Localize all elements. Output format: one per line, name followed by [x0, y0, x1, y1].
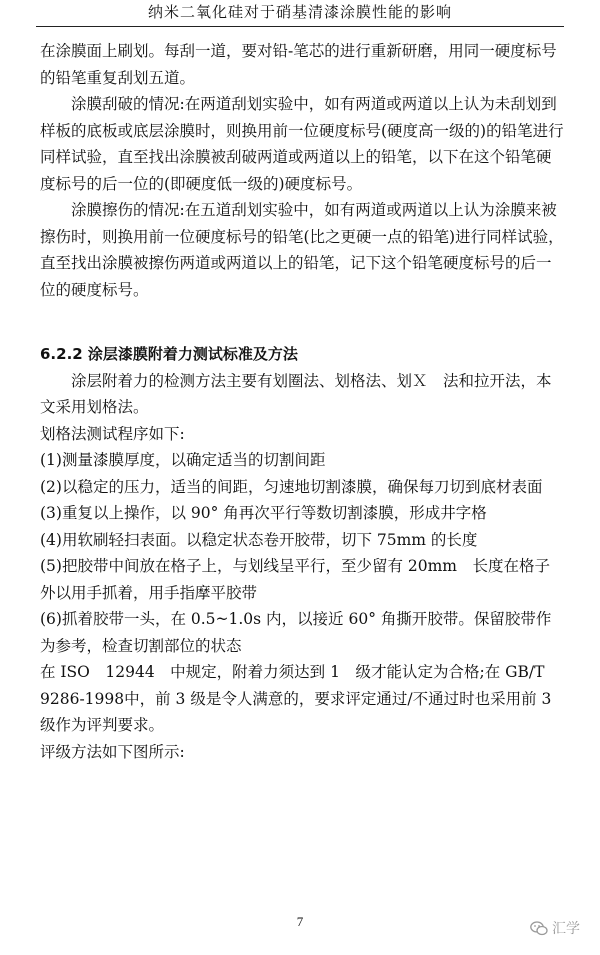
paragraph: (3)重复以上操作，以 90° 角再次平行等数切割漆膜，形成井字格 — [40, 504, 487, 522]
document-body — [40, 38, 583, 765]
page-header — [36, 0, 564, 27]
paragraph: (4)用软刷轻扫表面。以稳定状态卷开胶带，切下 75mm 的长度 — [40, 530, 478, 549]
paragraph: (2)以稳定的压力，适当的间距，匀速地切割漆膜，确保每刀切到底材表面 — [40, 477, 543, 496]
section-heading: 6.2.2 涂层漆膜附着力测试标准及方法 — [40, 345, 298, 363]
watermark-text: 汇学 — [552, 921, 580, 937]
paragraph: (6)抓着胶带一头，在 0.5~1.0s 内，以接近 60° 角撕开胶带。保留胶带作为参考，检查切割部位的状态 — [40, 610, 552, 655]
watermark — [530, 918, 580, 938]
paragraphs-bottom — [40, 368, 583, 766]
paragraphs-top — [40, 38, 565, 303]
paragraph: 涂膜刮破的情况:在两道刮划实验中，如有两道或两道以上认为未刮划到样板的底板或底层涂膜时，则换用前一位硬度标号(硬度高一级的)的铅笔进行同样试验，直至找出涂膜被刮破两道或两道以上的铅笔，以下在这个铅笔硬度标号的后一位的(即硬度低一级的)硬度标号。 — [40, 95, 564, 193]
wechat-icon — [530, 921, 548, 936]
paragraph: 在 ISO 12944 中规定，附着力须达到 1 级才能认定为合格;在 GB/T 9286-1998中，前 3 级是令人满意的，要求评定通过/不通过时也采用前 3 级作为评判要求。 — [40, 663, 583, 734]
paragraph: 涂膜擦伤的情况:在五道刮划实验中，如有两道或两道以上认为涂膜来被擦伤时，则换用前一位硬度标号的铅笔(比之更硬一点的铅笔)进行同样试验，直至找出涂膜被擦伤两道或两道以上的铅笔，记下这个铅笔硬度标号的后一位的硬度标号。 — [40, 201, 564, 299]
paragraph: 评级方法如下图所示: — [40, 742, 185, 761]
page-number: 7 — [296, 914, 304, 929]
paragraph: (5)把胶带中间放在格子上，与划线呈平行，至少留有 20mm 长度在格子外以用手抓着，用手指摩平胶带 — [40, 557, 551, 602]
paragraph: (1)测量漆膜厚度，以确定适当的切割间距 — [40, 451, 326, 469]
paragraph: 在涂膜面上刷划。每刮一道，要对铅-笔芯的进行重新研磨，用同一硬度标号的铅笔重复刮划五道。 — [40, 42, 557, 87]
header-title: 纳米二氧化硅对于硝基清漆涂膜性能的影响 — [147, 3, 452, 21]
paragraph: 涂层附着力的检测方法主要有划圈法、划格法、划Ｘ 法和拉开法，本文采用划格法。 — [40, 371, 552, 416]
paragraph: 划格法测试程序如下: — [40, 424, 185, 443]
